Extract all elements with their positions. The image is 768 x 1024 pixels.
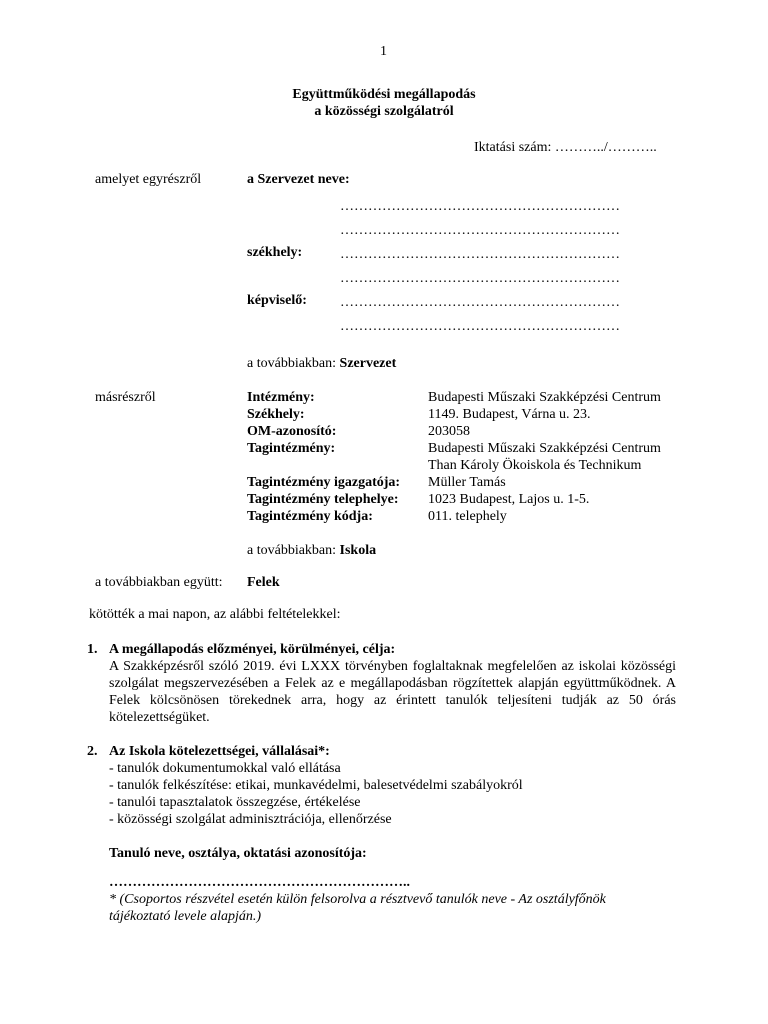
section2-heading: Az Iskola kötelezettségei, vállalásai*: (109, 744, 330, 759)
party1-hereinafter-value: Szervezet (339, 356, 397, 371)
party1-hereinafter (247, 355, 396, 372)
footnote-line-1: * (Csoportos részvétel esetén külön felsorolva a résztvevő tanulók neve - Az osztályfőnök (109, 892, 606, 907)
director-value: Müller Tamás (428, 475, 506, 490)
om-id-value: 203058 (428, 424, 470, 439)
seat-line-1: …………………………………………………… (340, 247, 620, 262)
party1-intro: amelyet egyrészről (95, 172, 202, 187)
party2-hereinafter-label: a továbbiakban: (247, 543, 337, 558)
section2-item: - tanulói tapasztalatok összegzése, értékelése (109, 795, 361, 810)
representative-line-1: …………………………………………………… (340, 295, 620, 310)
director-label: Tagintézmény igazgatója: (247, 475, 401, 490)
party1-hereinafter-label: a továbbiakban: (247, 356, 337, 371)
representative-line-2: …………………………………………………… (340, 319, 620, 334)
section2-item: - közösségi szolgálat adminisztrációja, ellenőrzése (109, 812, 392, 827)
page-number: 1 (380, 44, 387, 59)
code-label: Tagintézmény kódja: (247, 509, 373, 524)
document-title: Együttműködési megállapodás (292, 87, 476, 102)
organization-name-label: a Szervezet neve: (247, 172, 350, 187)
party2-intro: másrészről (95, 390, 156, 405)
document-subtitle: a közösségi szolgálatról (314, 104, 454, 119)
agreed-text: kötötték a mai napon, az alábbi feltételekkel: (89, 607, 341, 622)
party2-hereinafter-value: Iskola (339, 543, 377, 558)
seat-line-2: …………………………………………………… (340, 271, 620, 286)
member-institution-value-line2: Than Károly Ökoiskola és Technikum (428, 458, 642, 473)
section1-text: A Szakképzésről szóló 2019. évi LXXX törvényben foglaltaknak megfelelően az iskolai közösségi szolgálat megszervezésében a Felek az e megállapodásban rögzítettek alapján együttműködnek. A Felek kölcsönösen törekednek arra, hogy az érintett tanulók teljesíteni tudják az 50 órás kötelezettségüket. (109, 659, 676, 725)
registration-number: Iktatási szám: ………../……….. (474, 140, 657, 155)
representative-label: képviselő: (247, 293, 307, 308)
member-institution-value: Budapesti Műszaki Szakképzési Centrum (428, 441, 661, 456)
section2-number: 2. (87, 744, 98, 759)
headquarters-label: Székhely: (247, 407, 305, 422)
section1-number: 1. (87, 642, 98, 657)
section2-item: - tanulók felkészítése: etikai, munkavédelmi, balesetvédelmi szabályokról (109, 778, 523, 793)
member-institution-label: Tagintézmény: (247, 441, 336, 456)
section1-heading: A megállapodás előzményei, körülményei, célja: (109, 642, 396, 657)
footnote-line-2: tájékoztató levele alapján.) (109, 909, 262, 924)
party2-hereinafter (247, 542, 376, 559)
student-label: Tanuló neve, osztálya, oktatási azonosítója: (109, 846, 367, 861)
student-dots: ……………………………………………………….. (109, 875, 410, 890)
institution-label: Intézmény: (247, 390, 315, 405)
code-value: 011. telephely (428, 509, 507, 524)
seat-label: székhely: (247, 245, 303, 260)
institution-value: Budapesti Műszaki Szakképzési Centrum (428, 390, 661, 405)
together-label: a továbbiakban együtt: (95, 575, 223, 590)
section2-item: - tanulók dokumentumokkal való ellátása (109, 761, 341, 776)
together-value: Felek (247, 575, 280, 590)
organization-name-line-2: …………………………………………………… (340, 223, 620, 238)
site-label: Tagintézmény telephelye: (247, 492, 399, 507)
site-value: 1023 Budapest, Lajos u. 1-5. (428, 492, 590, 507)
om-id-label: OM-azonosító: (247, 424, 337, 439)
organization-name-line-1: …………………………………………………… (340, 199, 620, 214)
headquarters-value: 1149. Budapest, Várna u. 23. (428, 407, 591, 422)
